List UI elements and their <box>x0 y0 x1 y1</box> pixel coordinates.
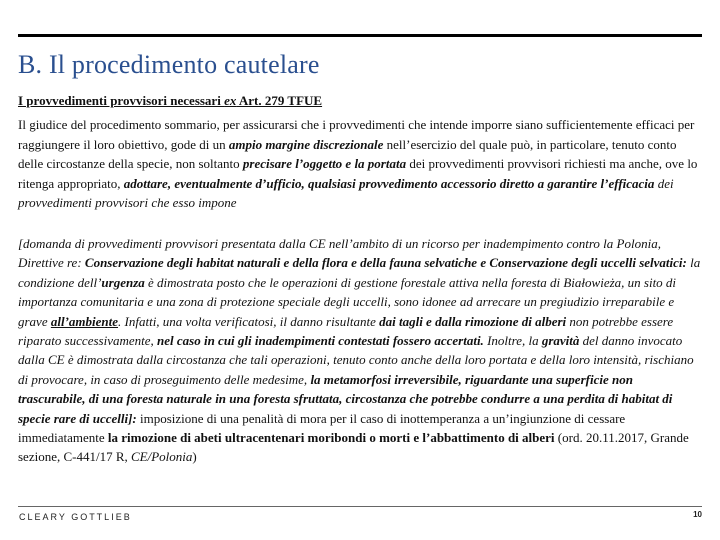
para2-text-7: del danno invocato dalla CE è dimostrata dalla circostanza che tali operazioni, tenuto conto anche della loro portata e della loro intensità, rischiano di provocare, in caso di proseguimento delle medesime, <box>18 333 694 387</box>
para2-emph-urgency: urgenza <box>101 274 145 290</box>
para2-case-name: CE/Polonia <box>131 449 193 465</box>
para2-text-9: (ord. 20.11.2017, Grande sezione, C-441/17 R, <box>18 430 689 465</box>
para2-text-2: la condizione dell’ <box>18 255 701 290</box>
para2-emph-cutting: dai tagli e dalla rimozione di alberi <box>379 313 567 329</box>
paragraph-main <box>18 115 702 213</box>
para2-text-8: imposizione di una penalità di mora per il caso di inottemperanza a un’ingiunzione di cessare immediatamente <box>18 410 626 446</box>
para1-text-4: dei provvedimenti provvisori che esso impone <box>18 175 674 211</box>
para2-text-1: [domanda di provvedimenti provvisori presentata dalla CE nell’ambito di un ricorso per inadempimento contro la Polonia, Direttive re: <box>18 236 661 271</box>
paragraph-case <box>18 234 702 467</box>
para1-emph-efficacy: adottare, eventualmente d’ufficio, qualsiasi provvedimento accessorio diretto a garantire l’efficacia <box>123 175 655 191</box>
para1-text-1: Il giudice del procedimento sommario, per assicurarsi che i provvedimenti che intende imporre siano sufficientemente efficaci per raggiungere il loro obiettivo, gode di un <box>18 117 695 152</box>
para2-emph-gravity: gravità <box>541 333 580 349</box>
para2-emph-metamorphosis: la metamorfosi irreversibile, riguardante una superficie non trascurabile, di una foresta naturale in una foresta sfruttata, circostanza che potrebbe condurre a una perdita di habitat di specie rare di uccelli]: <box>18 371 673 426</box>
para2-text-6: Inoltre, la <box>483 333 542 349</box>
para1-emph-scope: precisare l’oggetto e la portata <box>242 156 407 172</box>
para2-text-10: ) <box>192 449 197 465</box>
page-number: 10 <box>693 510 702 519</box>
subheading-suffix: Art. 279 TFUE <box>236 93 323 108</box>
para2-emph-environment: all’ambiente <box>50 313 119 329</box>
para2-text-3: è dimostrata posto che le operazioni di gestione forestale attiva nella foresta di Białowieża, un sito di importanza comunitaria e una zona di protezione speciale degli uccelli, sono idonee ad arrecare un pregiudizio irreparabile e grave <box>18 274 677 329</box>
para1-text-2: nell’esercizio del quale può, in particolare, tenuto conto delle circostanze della specie, non soltanto <box>18 136 677 172</box>
subheading-prefix: I provvedimenti provvisori necessari <box>18 93 225 108</box>
subheading <box>18 93 322 109</box>
para2-text-4: . Infatti, una volta verificatosi, il danno risultante <box>118 313 380 329</box>
para2-emph-directives: Conservazione degli habitat naturali e della flora e della fauna selvatiche e Conservazione degli uccelli selvatici: <box>84 255 687 271</box>
para2-emph-breaches: nel caso in cui gli inadempimenti contestati fossero accertati. <box>157 333 484 349</box>
slide-title: B. Il procedimento cautelare <box>18 50 320 79</box>
subheading-ex: ex <box>224 93 237 108</box>
para2-text-5: non potrebbe essere riparato successivamente, <box>18 313 674 349</box>
footer-logo: CLEARY GOTTLIEB <box>19 512 132 522</box>
para1-text-3: dei provvedimenti provvisori richiesti ma anche, ove lo ritenga appropriato, <box>18 156 698 191</box>
top-rule <box>18 34 702 37</box>
bottom-rule <box>18 506 702 507</box>
para2-emph-removal: la rimozione di abeti ultracentenari moribondi o morti e l’abbattimento di alberi <box>107 430 555 446</box>
para1-emph-margin: ampio margine discrezionale <box>228 136 384 152</box>
